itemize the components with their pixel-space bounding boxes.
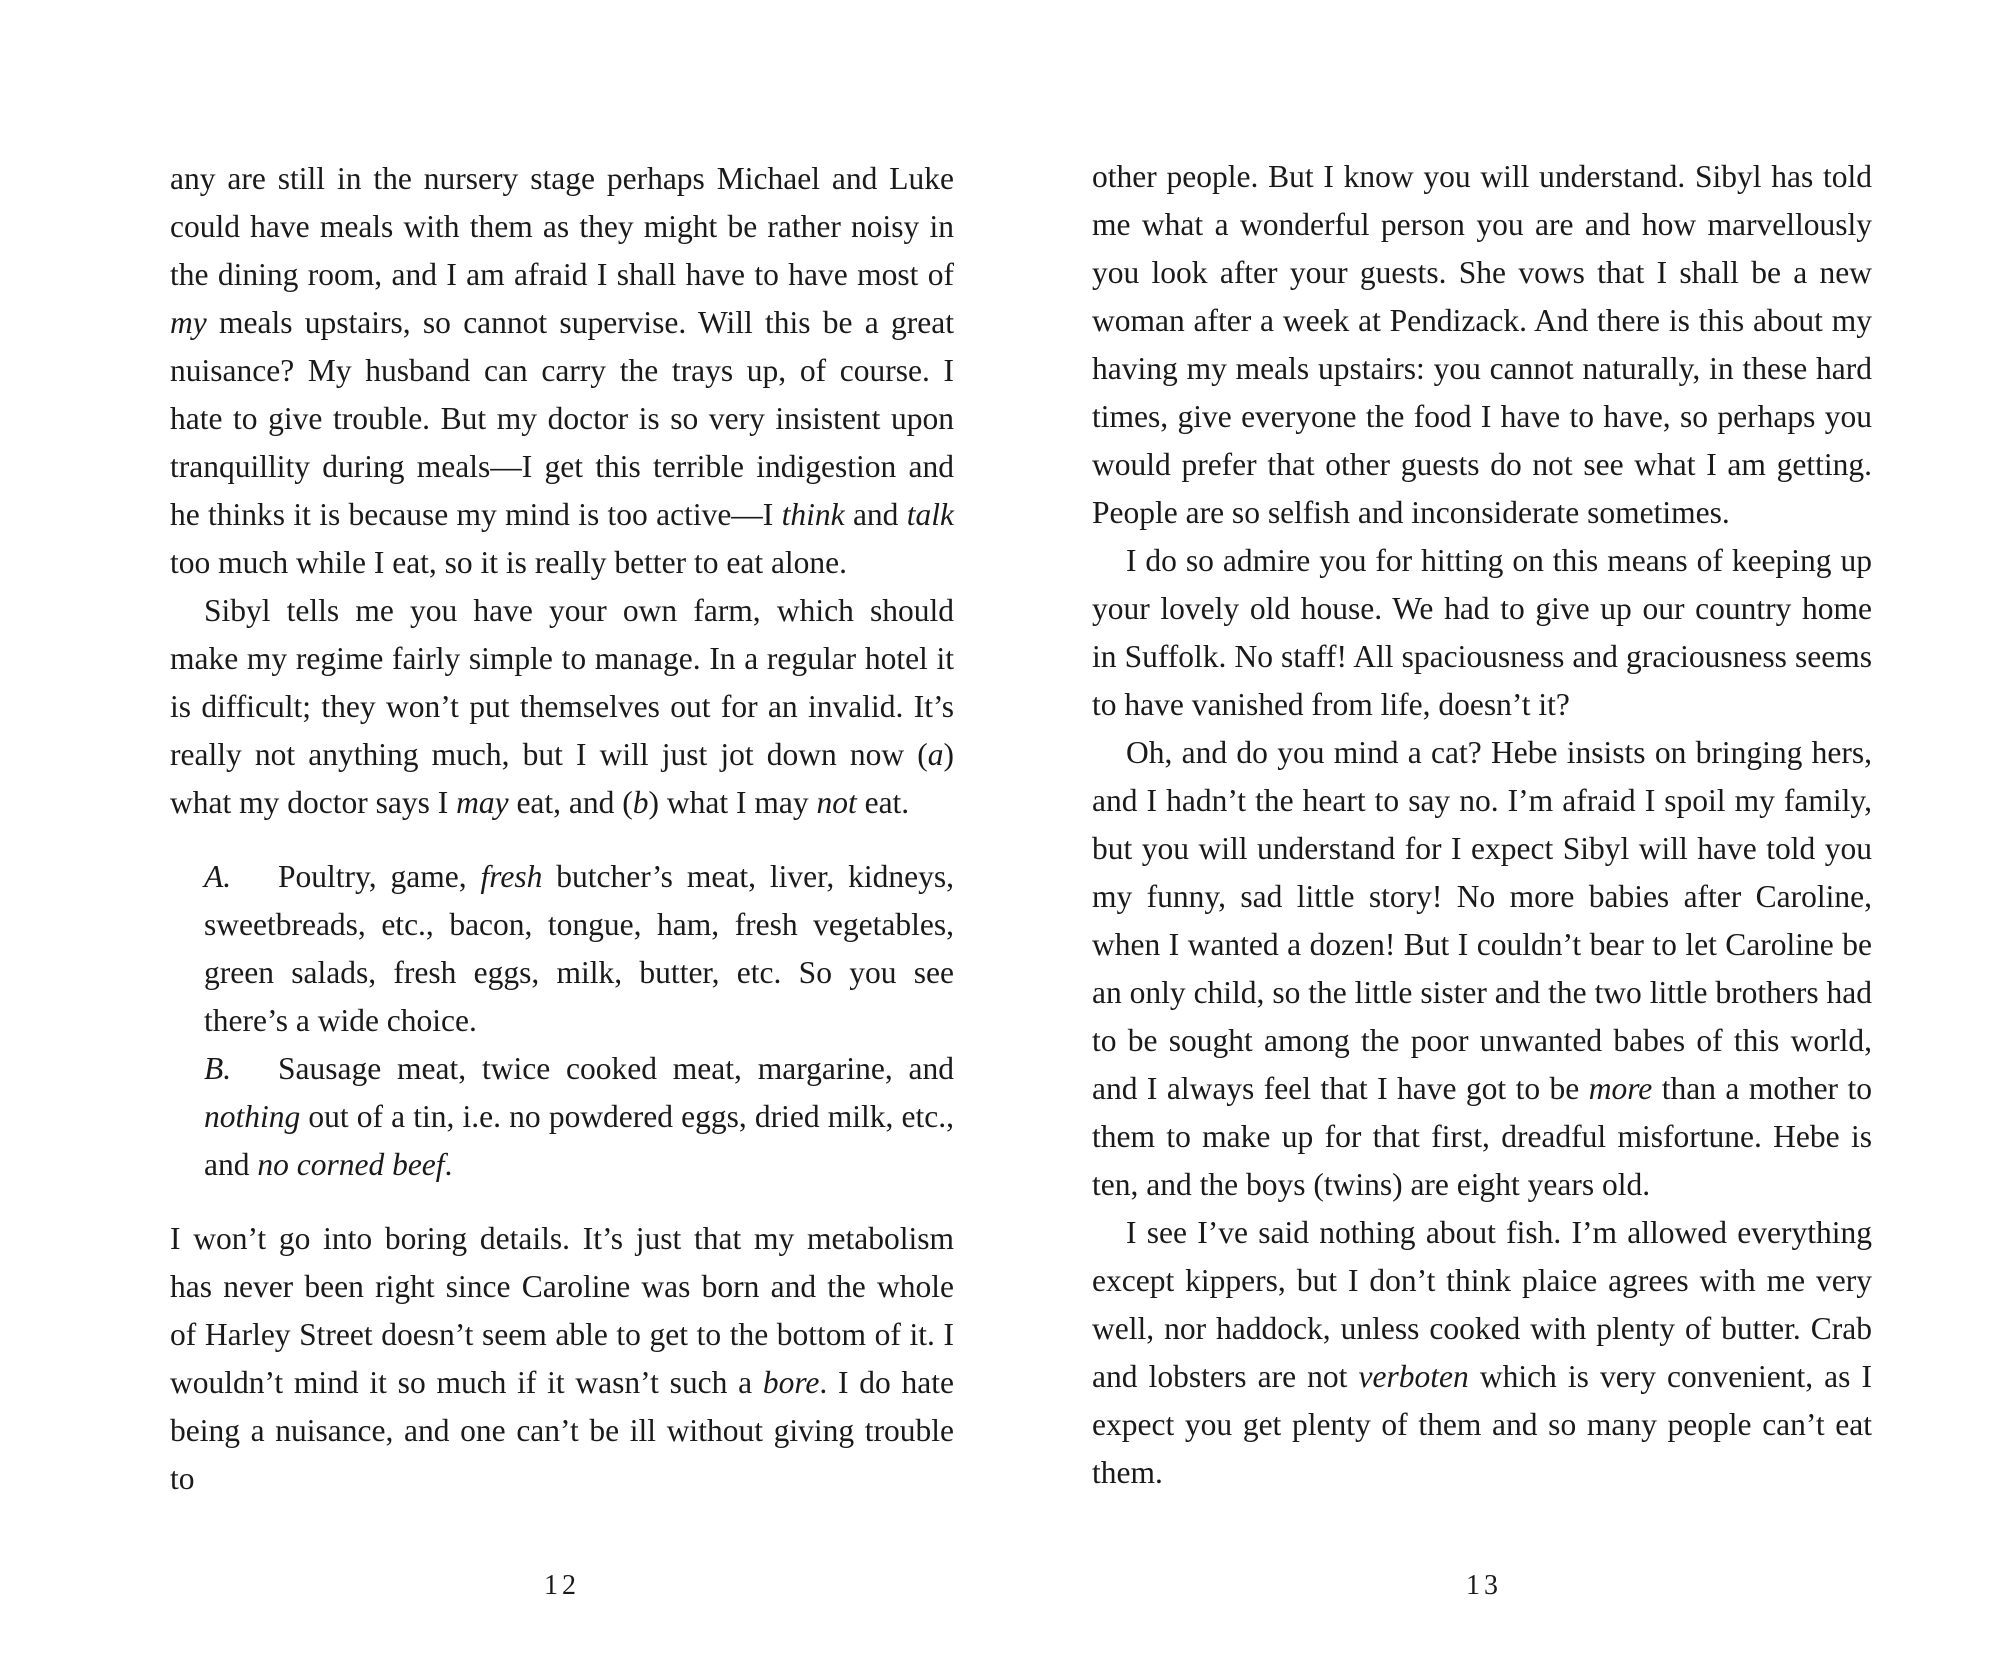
page-number: 12 xyxy=(544,1570,580,1601)
paragraph: Sibyl tells me you have your own farm, which should make my regime fairly simple to manage. In a regular hotel it is difficult; they won’t put themselves out for an invalid. It’s really not anything much, but I will just jot down now (a) what my doctor says I may eat, and (b) what I may not eat. xyxy=(170,593,954,820)
list-item: B. Sausage meat, twice cooked meat, margarine, and nothing out of a tin, i.e. no powdered eggs, dried milk, etc., and no corned beef. xyxy=(204,1045,954,1189)
list-label: A. xyxy=(204,859,232,894)
list-item: A. Poultry, game, fresh butcher’s meat, liver, kidneys, sweetbreads, etc., bacon, tongue, ham, fresh vegetables, green salads, fresh eggs, milk, butter, etc. So you see there’s a wide choice. xyxy=(204,853,954,1045)
paragraph: any are still in the nursery stage perhaps Michael and Luke could have meals with them as they might be rather noisy in the dining room, and I am afraid I shall have to have most of my meals upstairs, so cannot supervise. Will this be a great nuisance? My husband can carry the trays up, of course. I hate to give trouble. But my doctor is so very insistent upon tranquillity during meals—I get this terrible indigestion and he thinks it is because my mind is too active—I think and talk too much while I eat, so it is really better to eat alone. xyxy=(170,161,954,580)
paragraph: Oh, and do you mind a cat? Hebe insists on bringing hers, and I hadn’t the heart to say no. I’m afraid I spoil my family, but you will understand for I expect Sibyl will have told you my funny, sad little story! No more babies after Caroline, when I wanted a dozen! But I couldn’t bear to let Caroline be an only child, so the little sister and the two little brothers had to be sought among the poor unwanted babes of this world, and I always feel that I have got to be more than a mother to them to make up for that first, dreadful misfortune. Hebe is ten, and the boys (twins) are eight years old. xyxy=(1092,735,1872,1202)
left-page-text xyxy=(170,155,954,1503)
paragraph: I do so admire you for hitting on this means of keeping up your lovely old house. We had to give up our country home in Suffolk. No staff! All spaciousness and graciousness seems to have vanished from life, doesn’t it? xyxy=(1092,543,1872,722)
paragraph: other people. But I know you will understand. Sibyl has told me what a wonderful person you are and how marvellously you look after your guests. She vows that I shall be a new woman after a week at Pendizack. And there is this about my having my meals upstairs: you cannot naturally, in these hard times, give everyone the food I have to have, so perhaps you would prefer that other guests do not see what I am getting. People are so selfish and inconsiderate sometimes. xyxy=(1092,159,1872,530)
paragraph: I see I’ve said nothing about fish. I’m allowed everything except kippers, but I don’t think plaice agrees with me very well, nor haddock, unless cooked with plenty of butter. Crab and lobsters are not verboten which is very convenient, as I expect you get plenty of them and so many people can’t eat them. xyxy=(1092,1215,1872,1490)
list-label: B. xyxy=(204,1051,232,1086)
right-page xyxy=(1000,0,2000,1674)
right-page-text xyxy=(1092,153,1872,1497)
diet-list xyxy=(204,853,954,1189)
paragraph: I won’t go into boring details. It’s just that my metabolism has never been right since Caroline was born and the whole of Harley Street doesn’t seem able to get to the bottom of it. I wouldn’t mind it so much if it wasn’t such a bore. I do hate being a nuisance, and one can’t be ill without giving trouble to xyxy=(170,1221,954,1496)
page-number: 13 xyxy=(1466,1570,1502,1601)
